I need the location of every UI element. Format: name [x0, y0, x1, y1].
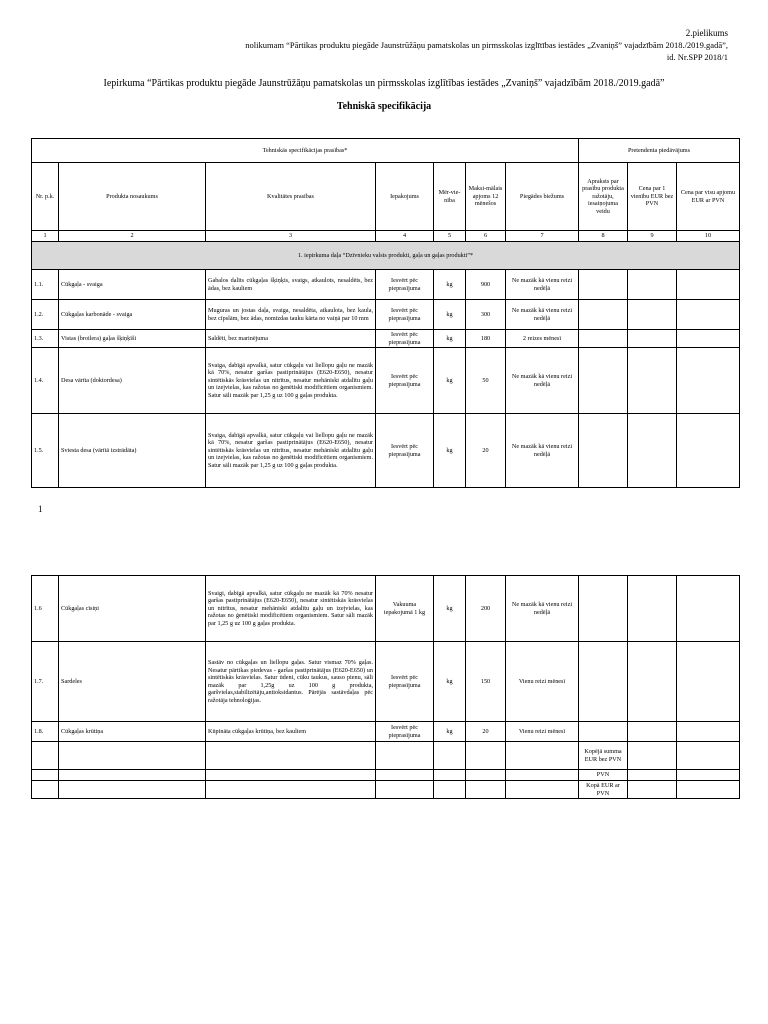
row-offer-desc — [579, 576, 628, 642]
col-number: 1 — [32, 231, 59, 242]
row-offer-desc — [579, 348, 628, 414]
row-offer-total — [677, 722, 740, 742]
row-product: Cūkgaļas cīsiņi — [59, 576, 206, 642]
row-packaging: Iesvērt pēc pieprasījuma — [376, 270, 434, 300]
row-offer-total — [677, 576, 740, 642]
row-product: Sviesta desa (vārītā izstrādāta) — [59, 414, 206, 488]
total-vat-value — [628, 781, 677, 799]
row-offer-unit-price — [628, 270, 677, 300]
table-row — [32, 414, 740, 488]
row-quality: Kūpināta cūkgaļas krūtiņa, bez kauliem — [206, 722, 376, 742]
page-number: 1 — [38, 504, 43, 514]
row-packaging: Iesvērt pēc pieprasījuma — [376, 722, 434, 742]
row-quality: Sastāv no cūkgaļas un liellopu gaļas. Satur vismaz 70% gaļas. Nesatur pārtikas piedevas - garšas pastiprinātājus (E620-E650) un sintētiskās krāsvielas. Satur ūdeni, cūku taukus, sauso pienu, sāli mazāk par 1,25g uz 100 g produkta, garšvielas,stabilizētāju,antioksidantus. Pārējās sastāvdaļas pēc ražotāja tehnoloģijas. — [206, 642, 376, 722]
row-offer-total — [677, 270, 740, 300]
row-offer-desc — [579, 270, 628, 300]
row-offer-unit-price — [628, 722, 677, 742]
vat-value — [628, 770, 677, 781]
col-header-max-volume: Maksi-mālais apjoms 12 mēnešos — [466, 163, 506, 231]
row-unit: kg — [434, 348, 466, 414]
col-number: 3 — [206, 231, 376, 242]
col-number: 6 — [466, 231, 506, 242]
row-qty: 20 — [466, 414, 506, 488]
row-product: Cūkgaļas karbonāde - svaiga — [59, 300, 206, 330]
row-product: Cūkgaļa - svaiga — [59, 270, 206, 300]
row-qty: 300 — [466, 300, 506, 330]
total-row — [32, 742, 740, 770]
table-row — [32, 270, 740, 300]
row-offer-desc — [579, 300, 628, 330]
row-frequency: Ne mazāk kā vienu reizi nedēļā — [506, 270, 579, 300]
col-header-total-price: Cena par visu apjomu EUR ar PVN — [677, 163, 740, 231]
row-nr: 1.2. — [32, 300, 59, 330]
row-offer-desc — [579, 414, 628, 488]
row-qty: 150 — [466, 642, 506, 722]
row-product: Desa vārīta (doktordesa) — [59, 348, 206, 414]
table-row — [32, 300, 740, 330]
row-unit: kg — [434, 642, 466, 722]
row-nr: 1.8. — [32, 722, 59, 742]
offer-group-header: Pretendenta piedāvājums — [579, 139, 740, 163]
spec-table-part-2 — [31, 575, 740, 799]
col-number: 8 — [579, 231, 628, 242]
row-frequency: Vienu reizi mēnesī — [506, 722, 579, 742]
row-nr: 1.6 — [32, 576, 59, 642]
row-packaging: Iesvērt pēc pieprasījuma — [376, 330, 434, 348]
row-packaging: Iesvērt pēc pieprasījuma — [376, 414, 434, 488]
row-offer-total — [677, 348, 740, 414]
row-unit: kg — [434, 300, 466, 330]
row-offer-unit-price — [628, 414, 677, 488]
col-header-unit: Mēr-vie-nība — [434, 163, 466, 231]
col-header-nr: Nr. p.k. — [32, 163, 59, 231]
table-row — [32, 642, 740, 722]
row-packaging: Iesvērt pēc pieprasījuma — [376, 348, 434, 414]
row-frequency: Ne mazāk kā vienu reizi nedēļā — [506, 414, 579, 488]
row-offer-total — [677, 330, 740, 348]
row-quality: Saldēti, bez marinējuma — [206, 330, 376, 348]
table-row — [32, 330, 740, 348]
row-offer-total — [677, 414, 740, 488]
row-offer-unit-price — [628, 348, 677, 414]
col-number: 7 — [506, 231, 579, 242]
row-offer-unit-price — [628, 300, 677, 330]
vat-row — [32, 770, 740, 781]
col-header-product: Produkta nosaukums — [59, 163, 206, 231]
col-number: 5 — [434, 231, 466, 242]
column-number-row — [32, 231, 740, 242]
row-offer-desc — [579, 722, 628, 742]
row-nr: 1.7. — [32, 642, 59, 722]
row-product: Cūkgaļas krūtiņa — [59, 722, 206, 742]
row-quality: Svaiga, dabīgā apvalkā, satur cūkgaļu vai liellopu gaļu ne mazāk kā 70%, nesatur garšas pastiprinātājus (E620-E650), nesatur sintētiskās krāsvielas un nitrītus, nesatur mehāniski atdalītu gaļu un izejvielas, kas ražotas no ģenētiski modificētiem organismiem. Satur sāli mazāk par 1,25 g uz 100 g gaļas produkta. — [206, 414, 376, 488]
row-quality: Svaigi, dabīgā apvalkā, satur cūkgaļu ne mazāk kā 70% nesatur garšas pastiprinātājus (E620-E650), nesatur sintētiskās krāsvielas un nitrītus, nesatur mehāniski atdalītu gaļu un izejvielas, kas ražotas no ģenētiski modificētiem organismiem. Satur sāli mazāk par 1,25 g uz 100 g gaļas produkta. — [206, 576, 376, 642]
row-frequency: Ne mazāk kā vienu reizi nedēļā — [506, 300, 579, 330]
document-title: Iepirkuma “Pārtikas produktu piegāde Jaunstrūžāņu pamatskolas un pirmsskolas izglītības iestādes „Zvaniņš” vajadzībām 2018./2019.gadā” — [103, 78, 665, 89]
col-number: 4 — [376, 231, 434, 242]
row-quality: Gabalos dalīts cūkgaļas šķiņķis, svaigs, atkaulots, nesaldēts, bez ādas, bez kauliem — [206, 270, 376, 300]
section-header: 1. iepirkuma daļa “Dzīvnieku valsts produkti, gaļa un gaļas produkti”* — [32, 242, 740, 270]
total-no-vat-label: Kopējā summa EUR bez PVN — [579, 742, 628, 770]
tech-spec-group-header: Tehniskās specifikācijas prasības* — [32, 139, 579, 163]
header-group-row — [32, 139, 740, 163]
section-row — [32, 242, 740, 270]
row-unit: kg — [434, 270, 466, 300]
row-offer-desc — [579, 642, 628, 722]
table-row — [32, 348, 740, 414]
row-qty: 50 — [466, 348, 506, 414]
row-frequency: Vienu reizi mēnesī — [506, 642, 579, 722]
row-quality: Muguras un jostas daļa, svaiga, nesaldēta, atkaulota, bez kaula, bez cīpslām, bez ādas, nomīzdas tauku kārta no vaiņā par 10 mm — [206, 300, 376, 330]
row-product: Sardeles — [59, 642, 206, 722]
row-qty: 180 — [466, 330, 506, 348]
row-frequency: Ne mazāk kā vienu reizi nedēļā — [506, 348, 579, 414]
row-offer-unit-price — [628, 576, 677, 642]
row-offer-desc — [579, 330, 628, 348]
row-nr: 1.3. — [32, 330, 59, 348]
row-unit: kg — [434, 330, 466, 348]
row-offer-total — [677, 300, 740, 330]
row-packaging: Vakuuma iepakojumā 1 kg — [376, 576, 434, 642]
total-vat-label: Kopā EUR ar PVN — [579, 781, 628, 799]
row-quality: Svaiga, dabīgā apvalkā, satur cūkgaļu vai liellopu gaļu ne mazāk kā 70%, nesatur garšas pastiprinātājus (E620-E650), nesatur sintētiskās krāsvielas un nitrītus, nesatur mehāniski atdalītu gaļu un izejvielas, kas ražotas no ģenētiski modificētiem organismiem. Satur sāli mazāk par 1,25 g uz 100 g gaļas produkta. — [206, 348, 376, 414]
row-offer-unit-price — [628, 330, 677, 348]
row-frequency: 2 reizes mēnesī — [506, 330, 579, 348]
col-number: 2 — [59, 231, 206, 242]
row-unit: kg — [434, 576, 466, 642]
row-offer-unit-price — [628, 642, 677, 722]
row-qty: 20 — [466, 722, 506, 742]
row-qty: 900 — [466, 270, 506, 300]
total-no-vat-value-2 — [677, 742, 740, 770]
row-product: Vistas (broilera) gaļas šķiņķīši — [59, 330, 206, 348]
column-header-row — [32, 163, 740, 231]
col-header-delivery: Piegādes biežums — [506, 163, 579, 231]
row-packaging: Iesvērt pēc pieprasījuma — [376, 642, 434, 722]
document-subtitle: Tehniskā specifikācija — [336, 101, 432, 112]
col-number: 9 — [628, 231, 677, 242]
document-id: id. Nr.SPP 2018/1 — [666, 52, 728, 62]
row-unit: kg — [434, 414, 466, 488]
row-unit: kg — [434, 722, 466, 742]
row-offer-total — [677, 642, 740, 722]
total-no-vat-value — [628, 742, 677, 770]
vat-value-2 — [677, 770, 740, 781]
row-packaging: Iesvērt pēc pieprasījuma — [376, 300, 434, 330]
col-header-packaging: Iepakojums — [376, 163, 434, 231]
attachment-label: 2.pielikums — [685, 28, 728, 38]
col-header-unit-price: Cena par 1 vienību EUR bez PVN — [628, 163, 677, 231]
vat-label: PVN — [579, 770, 628, 781]
total-vat-value-2 — [677, 781, 740, 799]
col-number: 10 — [677, 231, 740, 242]
spec-table-part-1 — [31, 138, 740, 488]
row-nr: 1.4. — [32, 348, 59, 414]
regulation-reference: nolikumam “Pārtikas produktu piegāde Jaunstrūžāņu pamatskolas un pirmsskolas izglītības iestādes „Zvaniņš” vajadzībām 2018./2019.gadā”, — [245, 40, 728, 50]
row-nr: 1.1. — [32, 270, 59, 300]
row-frequency: Ne mazāk kā vienu reizi nedēļā — [506, 576, 579, 642]
total-with-vat-row — [32, 781, 740, 799]
row-nr: 1.5. — [32, 414, 59, 488]
row-qty: 200 — [466, 576, 506, 642]
table-row — [32, 722, 740, 742]
table-row — [32, 576, 740, 642]
col-header-quality: Kvalitātes prasības — [206, 163, 376, 231]
col-header-description: Apraksts par prasību produkta ražotāju, iesaiņojuma veidu — [579, 163, 628, 231]
